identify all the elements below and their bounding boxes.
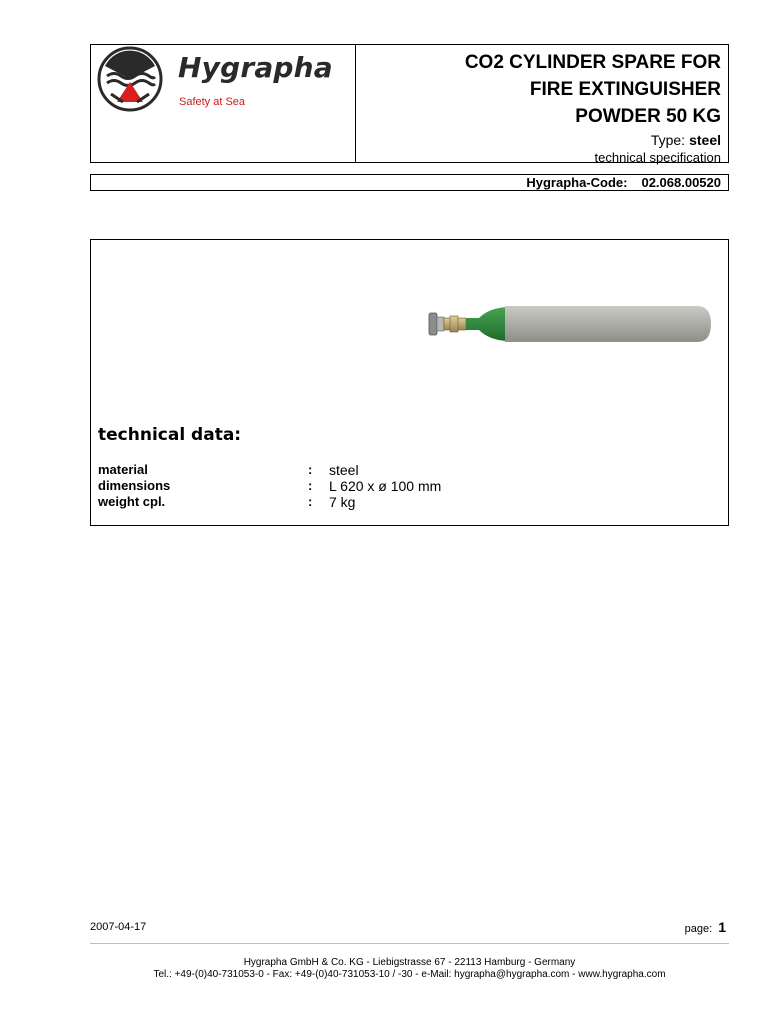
spec-label: material	[98, 462, 148, 477]
type-value: steel	[689, 132, 721, 148]
title-line-1: CO2 CYLINDER SPARE FOR	[464, 52, 721, 73]
footer-divider	[90, 943, 729, 944]
brand-name: Hygrapha	[178, 51, 333, 84]
spec-value: L 620 x ø 100 mm	[329, 478, 442, 494]
document-header	[90, 44, 729, 163]
address-line-2: Tel.: +49-(0)40-731053-0 - Fax: +49-(0)40-731053-10 / -30 - e-Mail: hygrapha@hygrapha.com - www.hygrapha.com	[153, 969, 666, 980]
spec-separator: :	[308, 462, 313, 477]
spec-label: dimensions	[98, 478, 171, 493]
spec-separator: :	[308, 478, 313, 493]
spec-value: 7 kg	[329, 494, 356, 510]
product-code-label: Hygrapha-Code:	[526, 175, 628, 190]
page-number: 1	[718, 919, 726, 935]
spec-value: steel	[329, 462, 359, 478]
title-line-3: POWDER 50 KG	[575, 106, 721, 127]
document-title-block	[361, 49, 721, 166]
technical-data-table	[98, 462, 498, 510]
spec-row-material	[98, 462, 498, 478]
brand-tagline: Safety at Sea	[179, 96, 246, 108]
product-code-value: 02.068.00520	[641, 175, 721, 190]
address-line-1: Hygrapha GmbH & Co. KG - Liebigstrasse 67 - 22113 Hamburg - Germany	[243, 957, 576, 968]
product-code-bar	[90, 174, 729, 191]
type-label: Type:	[650, 132, 686, 148]
page-label: page:	[684, 923, 713, 935]
spec-label: weight cpl.	[98, 494, 166, 509]
company-address	[90, 957, 729, 981]
document-subtitle: technical specification	[594, 150, 721, 165]
company-logo	[91, 45, 356, 162]
technical-data-heading: technical data:	[98, 425, 242, 445]
document-date: 2007-04-17	[90, 921, 147, 933]
title-line-2: FIRE EXTINGUISHER	[529, 79, 721, 100]
type-line	[361, 131, 721, 149]
spec-separator: :	[308, 494, 313, 509]
page-indicator	[685, 919, 726, 935]
hygrapha-logo-icon	[97, 46, 163, 112]
product-panel	[90, 239, 729, 526]
spec-row-weight	[98, 494, 498, 510]
co2-cylinder-illustration	[427, 304, 712, 344]
spec-row-dimensions	[98, 478, 498, 494]
